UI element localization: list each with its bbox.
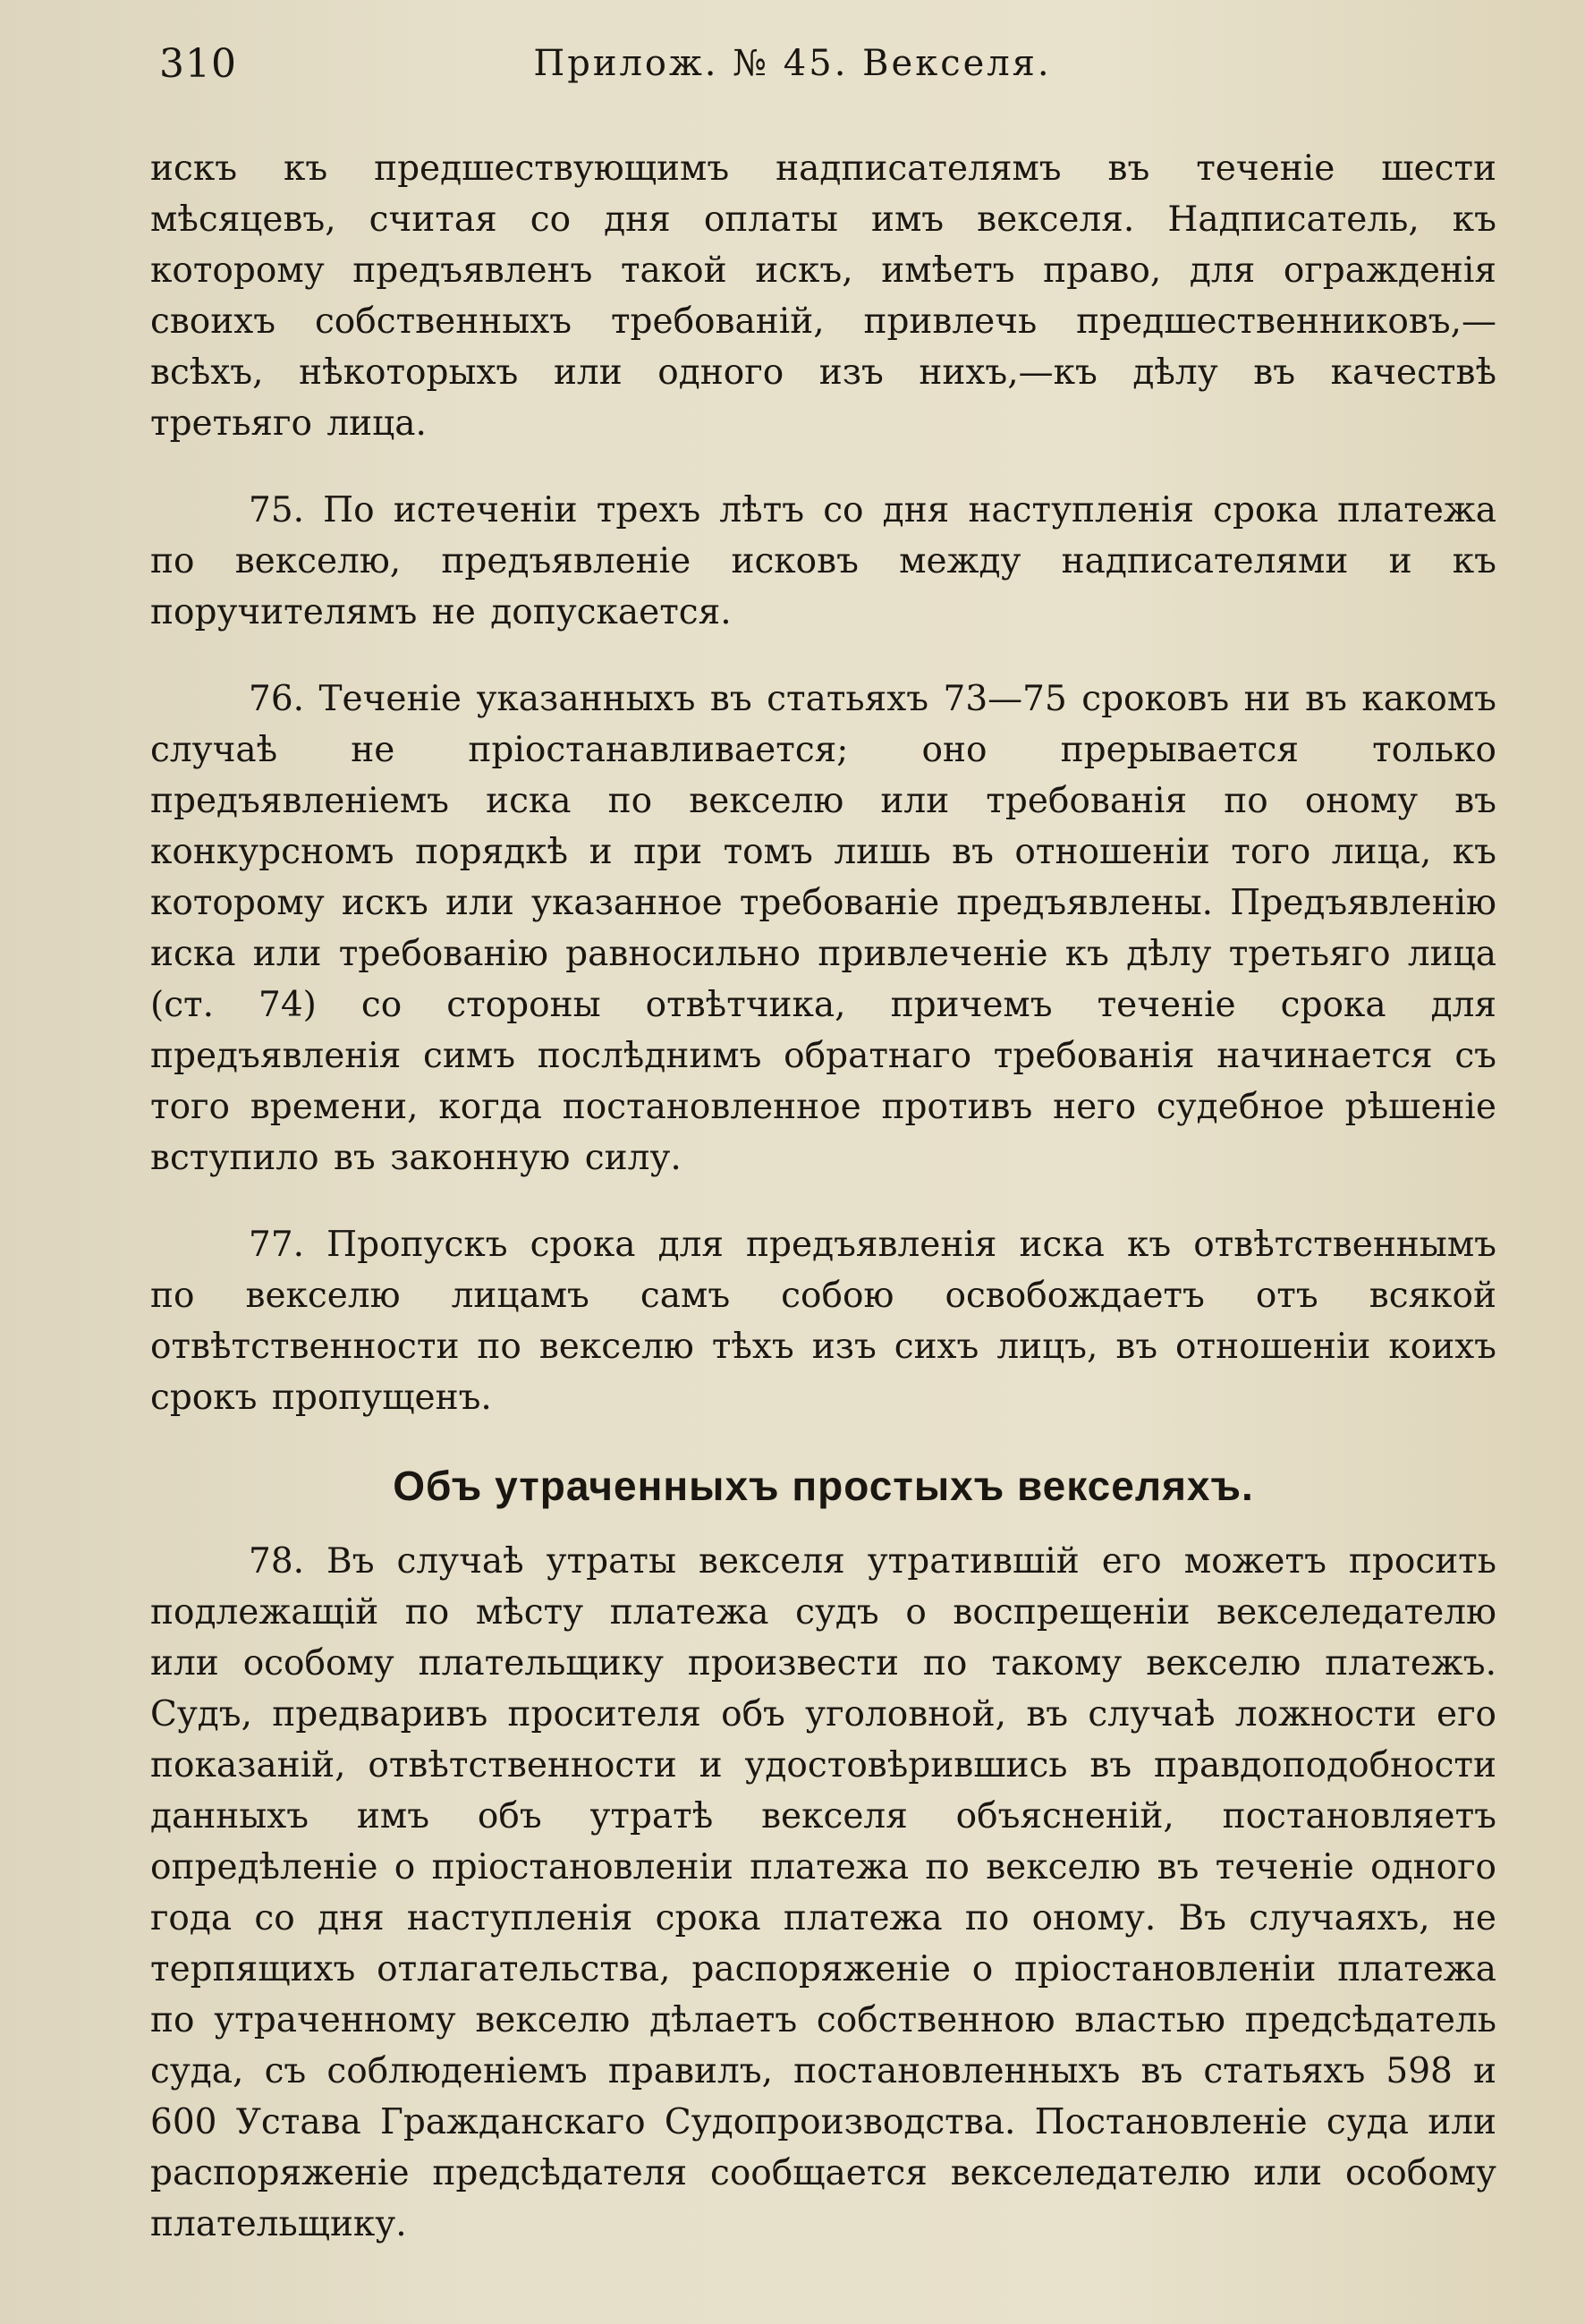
article-76: 76. Теченіе указанныхъ въ статьяхъ 73—75 сроковъ ни въ какомъ случаѣ не пріостанавливается; оно прерывается только предъявленіемъ иска по векселю или требованія по оному въ конкурсномъ порядкѣ и при томъ лишь въ отношеніи того лица, къ которому искъ или указанное требованіе предъявлены. Предъявленію иска или требованію равносильно привлеченіе къ дѣлу третьяго лица (ст. 74) со стороны отвѣтчика, причемъ теченіе срока для предъявленія симъ послѣднимъ обратнаго требованія начинается съ того времени, когда постановленное противъ него судебное рѣшеніе вступило въ законную силу.: [150, 679, 1496, 1178]
article-75: 75. По истеченіи трехъ лѣтъ со дня наступленія срока платежа по векселю, предъявленіе исковъ между надписателями и къ поручителямъ не допускается.: [150, 490, 1496, 632]
article-78: 78. Въ случаѣ утраты векселя утратившій его можетъ просить подлежащій по мѣсту платежа судъ о воспрещеніи векселедателю или особому плательщику произвести по такому векселю платежъ. Судъ, предваривъ просителя объ уголовной, въ случаѣ ложности его показаній, отвѣтственности и удостовѣрившись въ правдоподобности данныхъ имъ объ утратѣ векселя объясненій, постановляетъ опредѣленіе о пріостановленіи платежа по векселю въ теченіе одного года со дня наступленія срока платежа по оному. Въ случаяхъ, не терпящихъ отлагательства, распоряженіе о пріостановленіи платежа по утраченному векселю дѣлаетъ собственною властью предсѣдатель суда, съ соблюденіемъ правилъ, постановленныхъ въ статьяхъ 598 и 600 Устава Гражданскаго Судопроизводства. Постановленіе суда или распоряженіе предсѣдателя сообщается векселедателю или особому плательщику.: [150, 1541, 1496, 2244]
page-number: 310: [159, 41, 237, 87]
page-header: [0, 36, 1585, 89]
article-77: 77. Пропускъ срока для предъявленія иска къ отвѣтственнымъ по векселю лицамъ самъ собою освобождаетъ отъ всякой отвѣтственности по векселю тѣхъ изъ сихъ лицъ, въ отношеніи коихъ срокъ пропущенъ.: [150, 1225, 1496, 1418]
section-heading: Объ утраченныхъ простыхъ векселяхъ.: [393, 1463, 1254, 1509]
running-title: Прилож. № 45. Векселя.: [533, 43, 1052, 84]
page-body: [150, 143, 1496, 2286]
paragraph-continued: искъ къ предшествующимъ надписателямъ въ теченіе шести мѣсяцевъ, считая со дня оплаты имъ векселя. Надписатель, къ которому предъявленъ такой искъ, имѣетъ право, для огражденія своихъ собственныхъ требованій, привлечь предшественниковъ,—всѣхъ, нѣкоторыхъ или одного изъ нихъ,—къ дѣлу въ качествѣ третьяго лица.: [150, 148, 1496, 444]
